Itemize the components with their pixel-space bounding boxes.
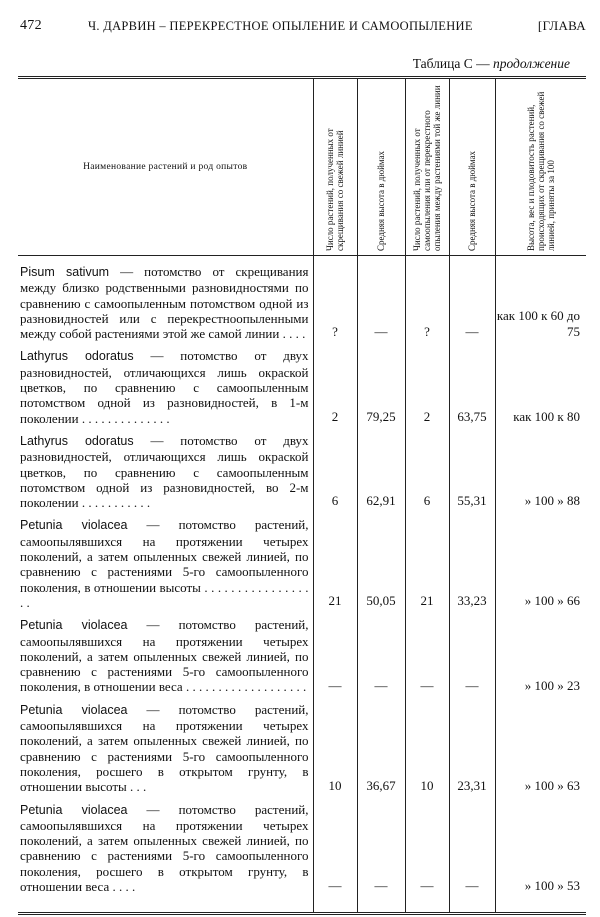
ratio-cell: » 100 » 63 — [495, 695, 586, 795]
plant-name: Petunia violacea — [20, 518, 128, 533]
cross-count-cell: 2 — [313, 341, 357, 425]
table-row — [18, 341, 586, 425]
row-description — [18, 426, 313, 510]
cross-height-cell: — — [357, 256, 405, 342]
plant-name: Pisum sativum — [20, 265, 110, 279]
header-ratio-text: Высота, вес и плодовитость растений, происходящих от скрещивания со свежей линией, приняты за 100 — [525, 91, 556, 251]
cross-height-cell: 36,67 — [357, 695, 405, 795]
experiment-text: — потомство растений, самоопылявшихся на протяжении четырех поколений, а затем опыленных свежей линией, по сравнению с растениями 5-го самоопыленного поколения, росшего в открытом грунту, в отношении высоты . . . — [20, 701, 309, 795]
header-ratio — [495, 78, 586, 256]
cross-height-cell: — — [357, 610, 405, 694]
table-row — [18, 510, 586, 610]
self-count-cell: 21 — [405, 510, 449, 610]
ratio-cell: как 100 к 80 — [495, 341, 586, 425]
header-cross-height — [357, 78, 405, 256]
header-self-height-text: Средняя высота в дюймах — [467, 150, 477, 251]
table-row — [18, 426, 586, 510]
cross-count-cell: — — [313, 795, 357, 914]
page-number: 472 — [20, 18, 42, 33]
table-caption-continued: продолжение — [492, 56, 570, 71]
row-description — [18, 256, 313, 342]
row-description — [18, 695, 313, 795]
table-row — [18, 795, 586, 914]
experiment-text: — потомство растений, самоопылявшихся на протяжении четырех поколений, а затем опыленных свежей линией, по сравнению с растениями 5-го самоопыленного поколения, росшего в открытом грунту, в отношении веса . . . . — [20, 801, 309, 894]
self-height-cell: — — [449, 795, 495, 914]
data-table — [18, 76, 586, 915]
plant-name: Lathyrus odoratus — [20, 433, 134, 448]
row-description — [18, 610, 313, 694]
header-cross-count — [313, 78, 357, 256]
cross-height-cell: 79,25 — [357, 341, 405, 425]
cross-height-cell: 50,05 — [357, 510, 405, 610]
row-description — [18, 795, 313, 914]
table-row — [18, 610, 586, 694]
header-cross-height-text: Средняя высота в дюймах — [376, 150, 386, 251]
header-cross-count-text: Число растений, полученных от скрещивания со свежей линией — [325, 128, 345, 251]
experiment-text: — потомство от двух разновидностей, отличающихся лишь окраской цветков, по сравнению с самоопыленным потомством одной из разновидностей, в 1-м поколении . . . . . . . . . . . . . . — [20, 348, 309, 426]
experiment-text: — потомство растений, самоопылявшихся на протяжении четырех поколений, а затем опыленных свежей линией, по сравнению с растениями 5-го самоопыленного поколения, в отношении высоты . . . . . . . . . . . . . . . . . . — [20, 517, 309, 610]
table-caption — [413, 56, 570, 72]
self-count-cell: — — [405, 610, 449, 694]
table-caption-label: Таблица С — — [412, 56, 490, 71]
ratio-cell: » 100 » 53 — [495, 795, 586, 914]
ratio-cell: » 100 » 23 — [495, 610, 586, 694]
plant-name: Petunia violacea — [20, 802, 128, 817]
row-description — [18, 510, 313, 610]
running-head — [20, 18, 586, 40]
cross-count-cell: — — [313, 610, 357, 694]
self-height-cell: 33,23 — [449, 510, 495, 610]
self-height-cell: 55,31 — [449, 426, 495, 510]
table-row — [18, 695, 586, 795]
cross-count-cell: 10 — [313, 695, 357, 795]
ratio-cell: » 100 » 88 — [495, 426, 586, 510]
ratio-cell: » 100 » 66 — [495, 510, 586, 610]
self-height-cell: — — [449, 256, 495, 342]
header-self-height — [449, 78, 495, 256]
experiment-text: — потомство от двух разновидностей, отличающихся лишь окраской цветков, по сравнению с самоопыленным потомством одной из разновидностей, во 2-м поколении . . . . . . . . . . . — [20, 432, 309, 511]
chapter-label: [ГЛАВА — [537, 18, 586, 33]
self-count-cell: 6 — [405, 426, 449, 510]
cross-count-cell: ? — [313, 256, 357, 342]
plant-name: Petunia violacea — [20, 618, 128, 633]
cross-count-cell: 21 — [313, 510, 357, 610]
experiment-text: — потомство растений, самоопылявшихся на протяжении четырех поколений, а затем опыленных свежей линией, по сравнению с растениями 5-го самоопыленного поколения, в отношении веса . . . . . . . . . . . . . . . . . . . — [20, 617, 309, 695]
self-count-cell: 2 — [405, 341, 449, 425]
ratio-cell: как 100 к 60 до 75 — [495, 256, 586, 342]
table-header-row — [18, 78, 586, 256]
self-height-cell: — — [449, 610, 495, 694]
header-self-count-text: Число растений, полученных от самоопыления или от перекрестного опыления между растениями той же линии — [412, 85, 442, 251]
experiment-text: — потомство от скрещивания между близко родственными разновидностями по сравнению с самоопыленным потомством одной из разновидностей или с перекрестноопыленными между собой растениями этой же самой линии . . . . — [20, 264, 309, 342]
self-count-cell: ? — [405, 256, 449, 342]
table-row — [18, 256, 586, 342]
cross-count-cell: 6 — [313, 426, 357, 510]
cross-height-cell: 62,91 — [357, 426, 405, 510]
self-count-cell: 10 — [405, 695, 449, 795]
running-title: Ч. ДАРВИН – ПЕРЕКРЕСТНОЕ ОПЫЛЕНИЕ И САМООПЫЛЕНИЕ — [88, 19, 473, 33]
self-height-cell: 63,75 — [449, 341, 495, 425]
self-height-cell: 23,31 — [449, 695, 495, 795]
plant-name: Petunia violacea — [20, 702, 128, 717]
cross-height-cell: — — [357, 795, 405, 914]
header-plant-name: Наименование растений и род опытов — [18, 78, 313, 256]
header-self-count — [405, 78, 449, 256]
self-count-cell: — — [405, 795, 449, 914]
plant-name: Lathyrus odoratus — [20, 349, 134, 364]
row-description — [18, 341, 313, 425]
